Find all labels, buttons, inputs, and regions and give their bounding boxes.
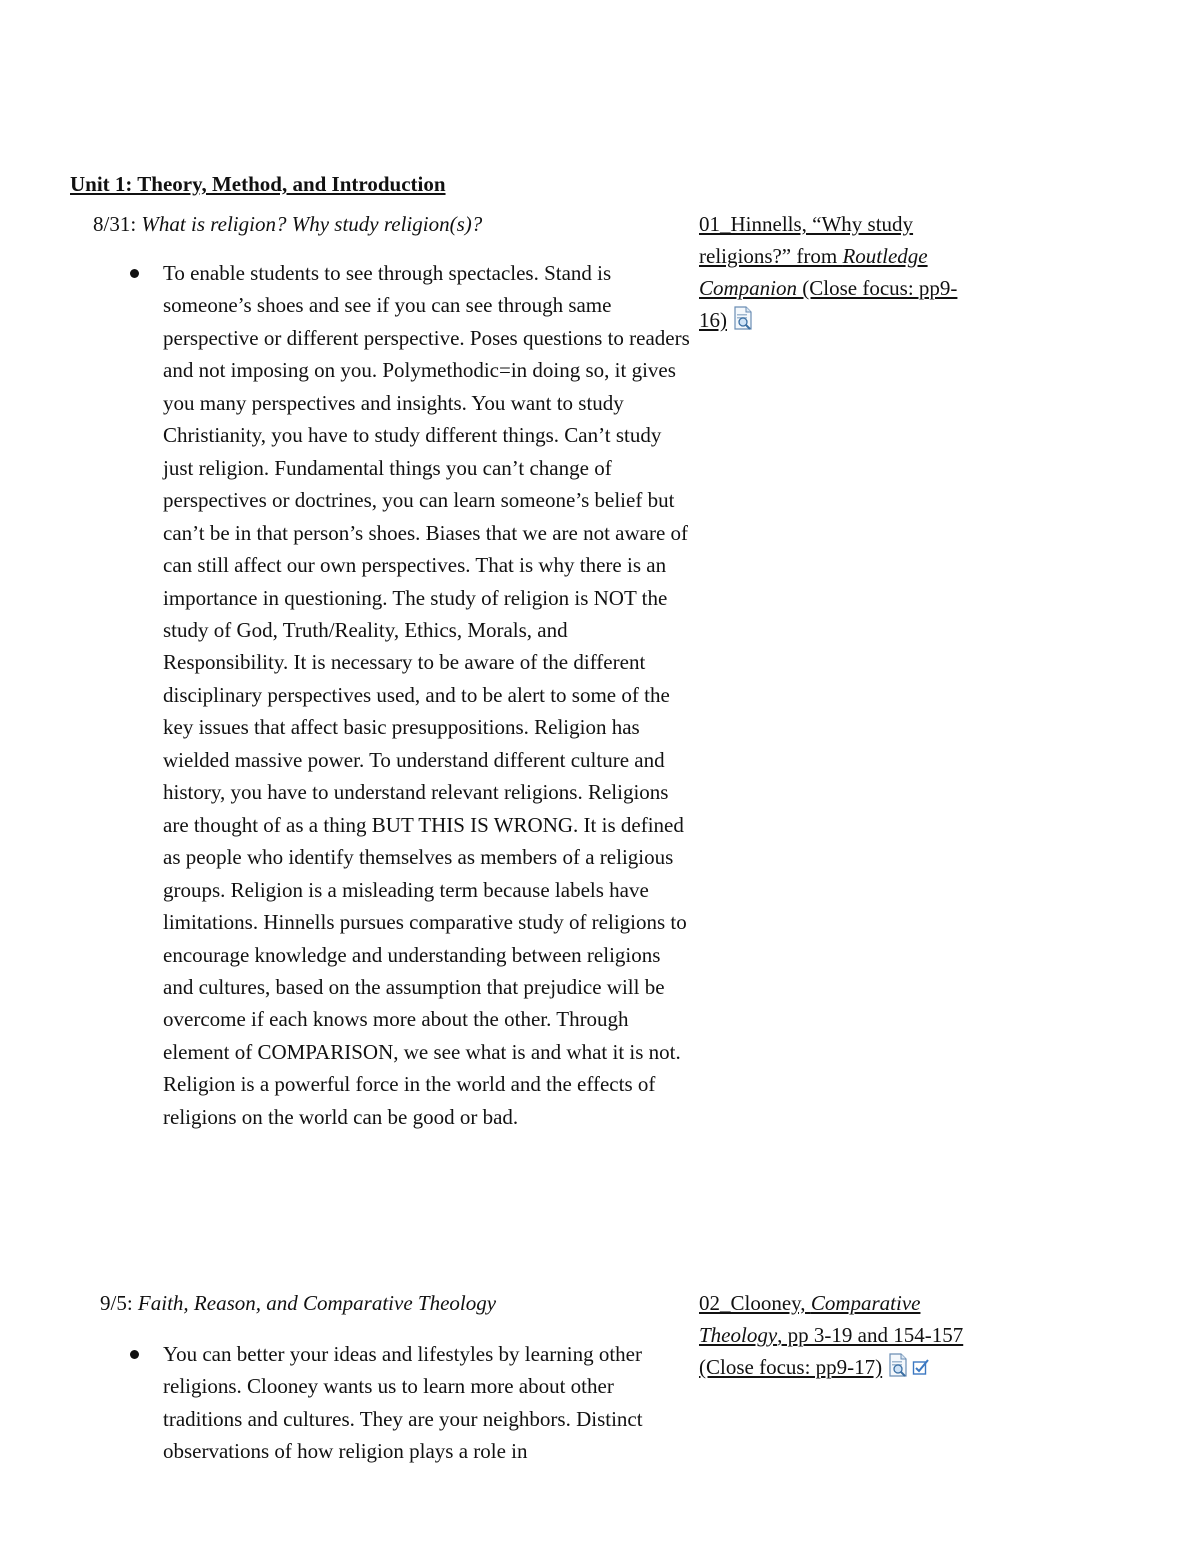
notes-paragraph: To enable students to see through spectacles. Stand is someone’s shoes and see if you can see through same perspective or different perspective. Poses questions to readers and not imposing on you. Polymethodic=in doing so, it gives you many perspectives and insights. You want to study Christianity, you have to study different things. Can’t study just religion. Fundamental things you can’t change of perspectives or doctrines, you can learn someone’s belief but can’t be in that person’s shoes. Biases that we are not aware of can still affect our own perspectives. That is why there is an importance in questioning. The study of religion is NOT the study of God, Truth/Reality, Ethics, Morals, and Responsibility. It is necessary to be aware of the different disciplinary perspectives used, and to be alert to some of the key issues that affect basic presuppositions. Religion has wielded massive power. To understand different culture and history, you have to understand relevant religions. Religions are thought of as a thing BUT THIS IS WRONG. It is defined as people who identify themselves as members of a religious groups. Religion is a misleading term because labels have limitations. Hinnells pursues comparative study of religions to encourage knowledge and understanding between religions and cultures, based on the assumption that prejudice will be overcome if each knows more about the other. Through element of COMPARISON, we see what is and what it is not. Religion is a powerful force in the world and the effects of religions on the world can be good or bad. (163, 261, 690, 1129)
document-preview-icon[interactable] (888, 1353, 908, 1377)
reading-source[interactable]: Routledge Companion (699, 244, 928, 300)
bullet-icon (130, 269, 139, 278)
session-date: 9/5: (100, 1291, 138, 1315)
notes-paragraph: You can better your ideas and lifestyles by learning other religions. Clooney wants us to learn more about other traditions and cultures. They are your neighbors. Distinct observations of how religion plays a role in (163, 1342, 643, 1464)
reading-text[interactable]: 02_Clooney, (699, 1291, 811, 1315)
reading-link[interactable] (699, 1287, 974, 1383)
session-date-line (93, 208, 482, 240)
unit-title: Unit 1: Theory, Method, and Introduction (70, 172, 446, 196)
bullet-icon (130, 1350, 139, 1359)
document-preview-icon[interactable] (733, 306, 753, 330)
reading-source[interactable]: Comparative Theology (699, 1291, 921, 1347)
session-topic: What is religion? Why study religion(s)? (141, 212, 483, 236)
reading-details[interactable]: , pp 3-19 and 154-157 (Close focus: pp9-17) (699, 1323, 964, 1379)
reading-details[interactable]: (Close focus: pp9-16) (699, 276, 958, 332)
reading-link[interactable] (699, 208, 974, 336)
session-date: 8/31: (93, 212, 142, 236)
edit-checkbox-icon[interactable] (912, 1358, 930, 1376)
session-date-line (100, 1287, 496, 1319)
reading-text[interactable]: 01_Hinnells, “Why study religions?” from (699, 212, 914, 268)
session-topic: Faith, Reason, and Comparative Theology (137, 1291, 497, 1315)
